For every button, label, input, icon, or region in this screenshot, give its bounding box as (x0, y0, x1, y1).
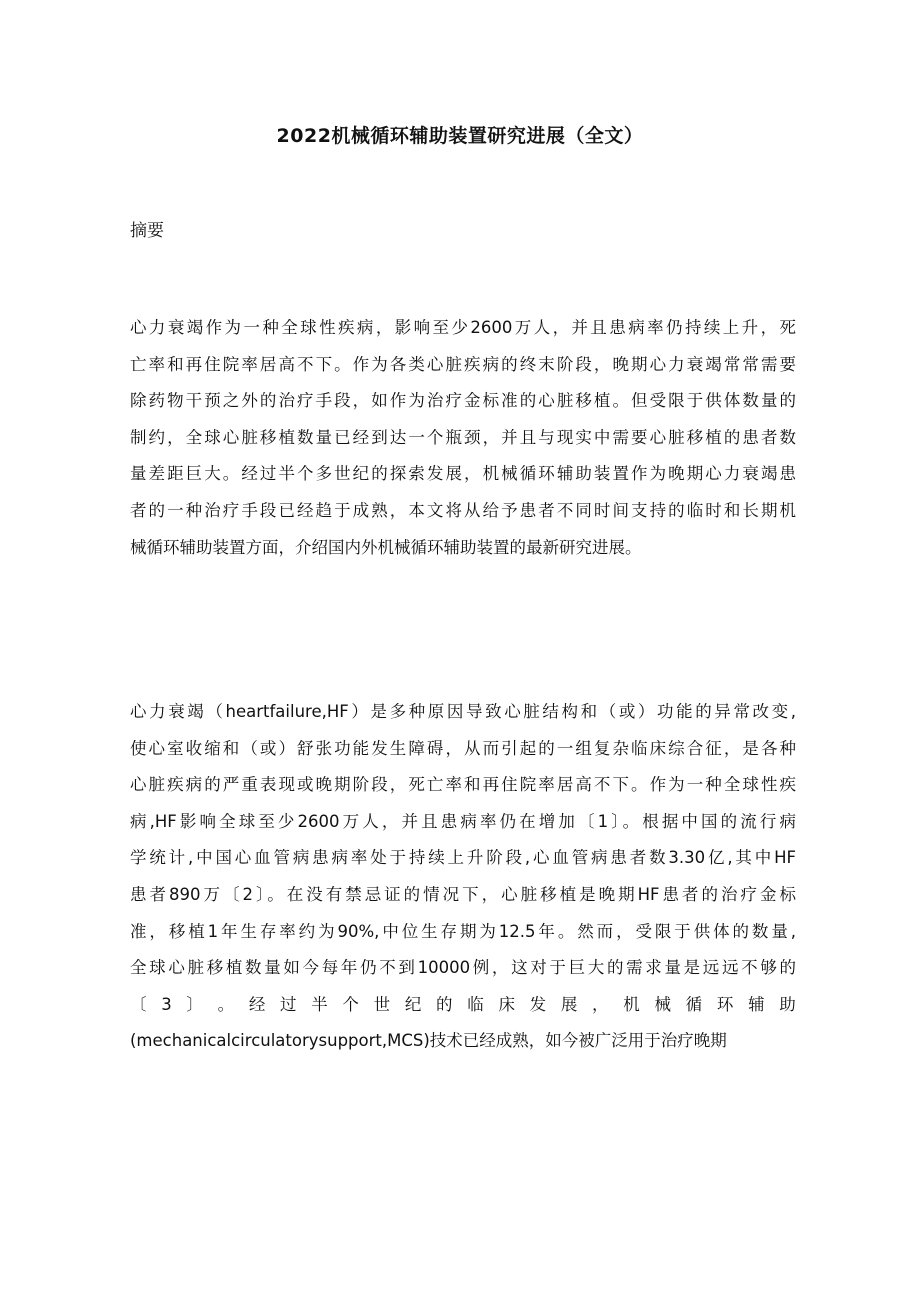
body-paragraph (130, 694, 796, 1060)
paragraph-line: 心力衰竭作为一种全球性疾病，影响至少2600万人，并且患病率仍持续上升，死 (130, 318, 796, 337)
paragraph-line: 患者890万〔2〕。在没有禁忌证的情况下，心脏移植是晚期HF患者的治疗金标 (130, 884, 796, 904)
paragraph-line: 准，移植1年生存率约为90%,中位生存期为12.5年。然而，受限于供体的数量, (130, 921, 796, 941)
abstract-heading: 摘要 (130, 221, 164, 241)
paragraph-line: 制约，全球心脏移植数量已经到达一个瓶颈，并且与现实中需要心脏移植的患者数 (130, 427, 796, 447)
paragraph-line: 病,HF影响全球至少2600万人，并且患病率仍在增加〔1〕。根据中国的流行病 (130, 811, 796, 831)
paragraph-line: 除药物干预之外的治疗手段，如作为治疗金标准的心脏移植。但受限于供体数量的 (130, 391, 796, 411)
paragraph-line: (mechanicalcirculatorysupport,MCS)技术已经成熟，如今被广泛用于治疗晚期 (130, 1031, 727, 1051)
paragraph-line: 心脏疾病的严重表现或晚期阶段，死亡率和再住院率居高不下。作为一种全球性疾 (130, 775, 796, 795)
paragraph-line: 亡率和再住院率居高不下。作为各类心脏疾病的终末阶段，晚期心力衰竭常常需要 (130, 354, 796, 374)
document-title: 2022机械循环辅助装置研究进展（全文） (276, 125, 644, 147)
paragraph-line: 全球心脏移植数量如今每年仍不到10000例，这对于巨大的需求量是远远不够的 (130, 958, 796, 978)
paragraph-line: 械循环辅助装置方面，介绍国内外机械循环辅助装置的最新研究进展。 (130, 537, 642, 557)
paragraph-line: 者的一种治疗手段已经趋于成熟，本文将从给予患者不同时间支持的临时和长期机 (130, 500, 796, 520)
paragraph-line: 使心室收缩和（或）舒张功能发生障碍，从而引起的一组复杂临床综合征，是各种 (130, 738, 796, 758)
paragraph-line: 心力衰竭（heartfailure,HF）是多种原因导致心脏结构和（或）功能的异常改变, (130, 702, 796, 721)
abstract-paragraph (130, 310, 796, 566)
paragraph-line: 〔 3 〕 。 经 过 半 个 世 纪 的 临 床 发 展 ， 机 械 循 环 辅 助 (130, 994, 796, 1014)
paragraph-line: 学统计,中国心血管病患病率处于持续上升阶段,心血管病患者数3.30亿,其中HF (130, 848, 796, 868)
paragraph-line: 量差距巨大。经过半个多世纪的探索发展，机械循环辅助装置作为晚期心力衰竭患 (130, 464, 796, 484)
